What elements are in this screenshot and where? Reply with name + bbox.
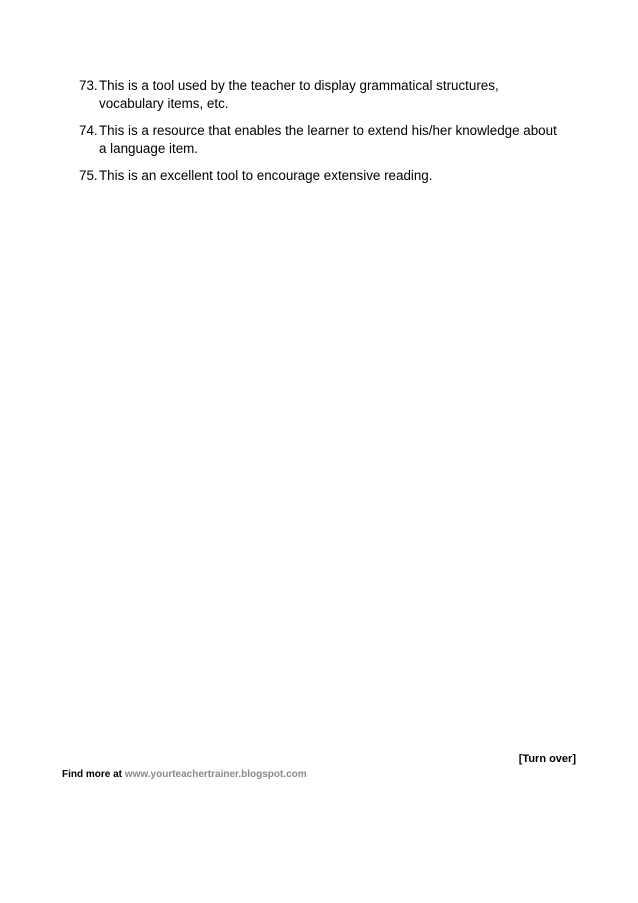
footer [62,769,307,780]
turn-over-label: [Turn over] [518,753,576,765]
question-item [79,122,559,158]
question-text: This is a tool used by the teacher to display grammatical structures, vocabulary items, etc. [99,78,499,111]
question-number: 75. [79,168,98,183]
question-text: This is a resource that enables the learner to extend his/her knowledge about a language item. [99,123,557,156]
question-item [79,77,559,113]
footer-site-link[interactable]: www.yourteachertrainer.blogspot.com [124,769,307,780]
question-number: 74. [79,123,98,138]
question-text: This is an excellent tool to encourage extensive reading. [99,168,433,183]
question-item [79,167,559,185]
question-number: 73. [79,78,98,93]
footer-prefix: Find more at [62,769,125,780]
